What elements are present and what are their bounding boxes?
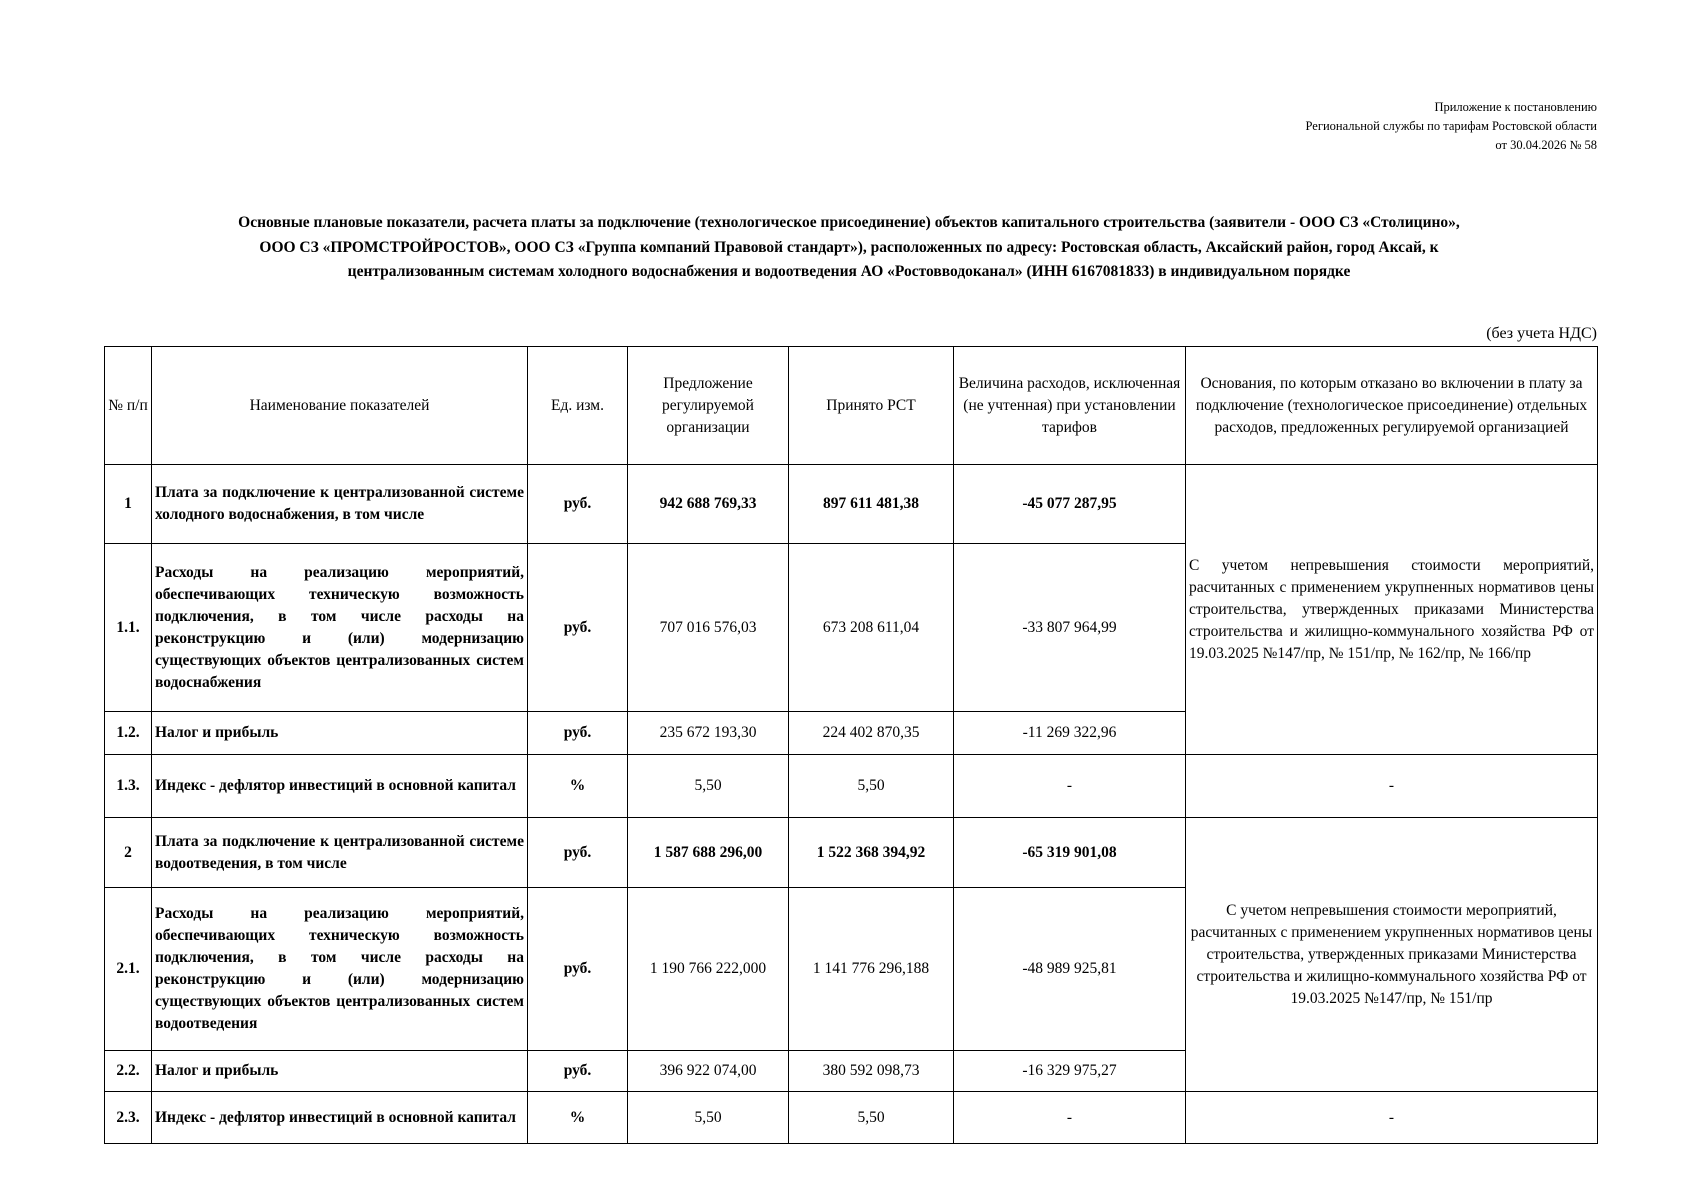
indicators-table — [104, 346, 1598, 1144]
row-name: Налог и прибыль — [152, 712, 528, 755]
document-title — [118, 211, 1580, 285]
row-excluded: - — [954, 755, 1186, 818]
reason-sewer: С учетом непревышения стоимости мероприятий, расчитанных с применением укрупненных нормативов цены строительства, утвержденных приказами Министерства строительства и жилищно-коммунального хозяйства РФ от 19.03.2025 №147/пр, № 151/пр — [1186, 818, 1598, 1092]
row-accepted: 224 402 870,35 — [789, 712, 954, 755]
row-proposed: 235 672 193,30 — [628, 712, 789, 755]
row-name: Плата за подключение к централизованной системе холодного водоснабжения, в том числе — [152, 465, 528, 544]
row-num: 2.2. — [105, 1051, 152, 1092]
row-excluded: - — [954, 1092, 1186, 1144]
row-name: Плата за подключение к централизованной системе водоотведения, в том числе — [152, 818, 528, 888]
table-row — [105, 465, 1598, 544]
row-num: 2 — [105, 818, 152, 888]
row-accepted: 5,50 — [789, 1092, 954, 1144]
table-row — [105, 755, 1598, 818]
row-unit: руб. — [528, 544, 628, 712]
row-excluded: -33 807 964,99 — [954, 544, 1186, 712]
row-proposed: 5,50 — [628, 1092, 789, 1144]
row-proposed: 942 688 769,33 — [628, 465, 789, 544]
row-reason: - — [1186, 755, 1598, 818]
table-row — [105, 1092, 1598, 1144]
row-accepted: 897 611 481,38 — [789, 465, 954, 544]
row-accepted: 1 522 368 394,92 — [789, 818, 954, 888]
row-num: 1.1. — [105, 544, 152, 712]
appendix-line-1: Приложение к постановлению — [1434, 100, 1597, 114]
row-num: 2.3. — [105, 1092, 152, 1144]
title-line-3: централизованным системам холодного водоснабжения и водоотведения АО «Ростовводоканал» (ИНН 6167081833) в индивидуальном порядке — [347, 263, 1351, 280]
row-accepted: 5,50 — [789, 755, 954, 818]
header-unit: Ед. изм. — [528, 347, 628, 465]
row-name: Индекс - дефлятор инвестиций в основной капитал — [152, 755, 528, 818]
header-reasons: Основания, по которым отказано во включении в плату за подключение (технологическое присоединение) отдельных расходов, предложенных регулируемой организацией — [1186, 347, 1598, 465]
row-accepted: 1 141 776 296,188 — [789, 888, 954, 1051]
row-unit: % — [528, 755, 628, 818]
row-unit: руб. — [528, 818, 628, 888]
row-proposed: 5,50 — [628, 755, 789, 818]
row-reason: - — [1186, 1092, 1598, 1144]
header-excluded: Величина расходов, исключенная (не учтенная) при установлении тарифов — [954, 347, 1186, 465]
row-accepted: 380 592 098,73 — [789, 1051, 954, 1092]
row-num: 2.1. — [105, 888, 152, 1051]
row-excluded: -16 329 975,27 — [954, 1051, 1186, 1092]
header-name: Наименование показателей — [152, 347, 528, 465]
row-unit: руб. — [528, 712, 628, 755]
row-unit: % — [528, 1092, 628, 1144]
title-line-2: ООО СЗ «ПРОМСТРОЙРОСТОВ», ООО СЗ «Группа компаний Правовой стандарт»), расположенных по адресу: Ростовская область, Аксайский район, город Аксай, к — [259, 238, 1439, 256]
title-line-1: Основные плановые показатели, расчета платы за подключение (технологическое присоединение) объектов капитального строительства (заявители - ООО СЗ «Столицино», — [238, 214, 1460, 231]
row-name: Расходы на реализацию мероприятий, обеспечивающих техническую возможность подключения, в том числе расходы на реконструкцию и (или) модернизацию существующих объектов централизованных систем водоснабжения — [152, 544, 528, 712]
row-accepted: 673 208 611,04 — [789, 544, 954, 712]
row-name: Налог и прибыль — [152, 1051, 528, 1092]
reason-water: С учетом непревышения стоимости мероприятий, расчитанных с применением укрупненных нормативов цены строительства, утвержденных приказами Министерства строительства и жилищно-коммунального хозяйства РФ от 19.03.2025 №147/пр, № 151/пр, № 162/пр, № 166/пр — [1186, 465, 1598, 755]
row-name: Индекс - дефлятор инвестиций в основной капитал — [152, 1092, 528, 1144]
appendix-line-3: от 30.04.2026 № 58 — [1495, 138, 1597, 152]
row-unit: руб. — [528, 465, 628, 544]
row-excluded: -11 269 322,96 — [954, 712, 1186, 755]
row-proposed: 396 922 074,00 — [628, 1051, 789, 1092]
table-header-row — [105, 347, 1598, 465]
row-excluded: -65 319 901,08 — [954, 818, 1186, 888]
row-name: Расходы на реализацию мероприятий, обеспечивающих техническую возможность подключения, в том числе расходы на реконструкцию и (или) модернизацию существующих объектов централизованных систем водоотведения — [152, 888, 528, 1051]
appendix-line-2: Региональной службы по тарифам Ростовской области — [1305, 119, 1597, 133]
row-num: 1.2. — [105, 712, 152, 755]
row-unit: руб. — [528, 1051, 628, 1092]
header-num: № п/п — [105, 347, 152, 465]
vat-note: (без учета НДС) — [1486, 325, 1597, 342]
header-accepted: Принято РСТ — [789, 347, 954, 465]
row-num: 1 — [105, 465, 152, 544]
appendix-header — [1306, 98, 1597, 155]
row-num: 1.3. — [105, 755, 152, 818]
row-proposed: 1 587 688 296,00 — [628, 818, 789, 888]
table-row — [105, 818, 1598, 888]
header-proposed: Предложение регулируемой организации — [628, 347, 789, 465]
row-proposed: 1 190 766 222,000 — [628, 888, 789, 1051]
row-excluded: -48 989 925,81 — [954, 888, 1186, 1051]
row-proposed: 707 016 576,03 — [628, 544, 789, 712]
row-unit: руб. — [528, 888, 628, 1051]
row-excluded: -45 077 287,95 — [954, 465, 1186, 544]
